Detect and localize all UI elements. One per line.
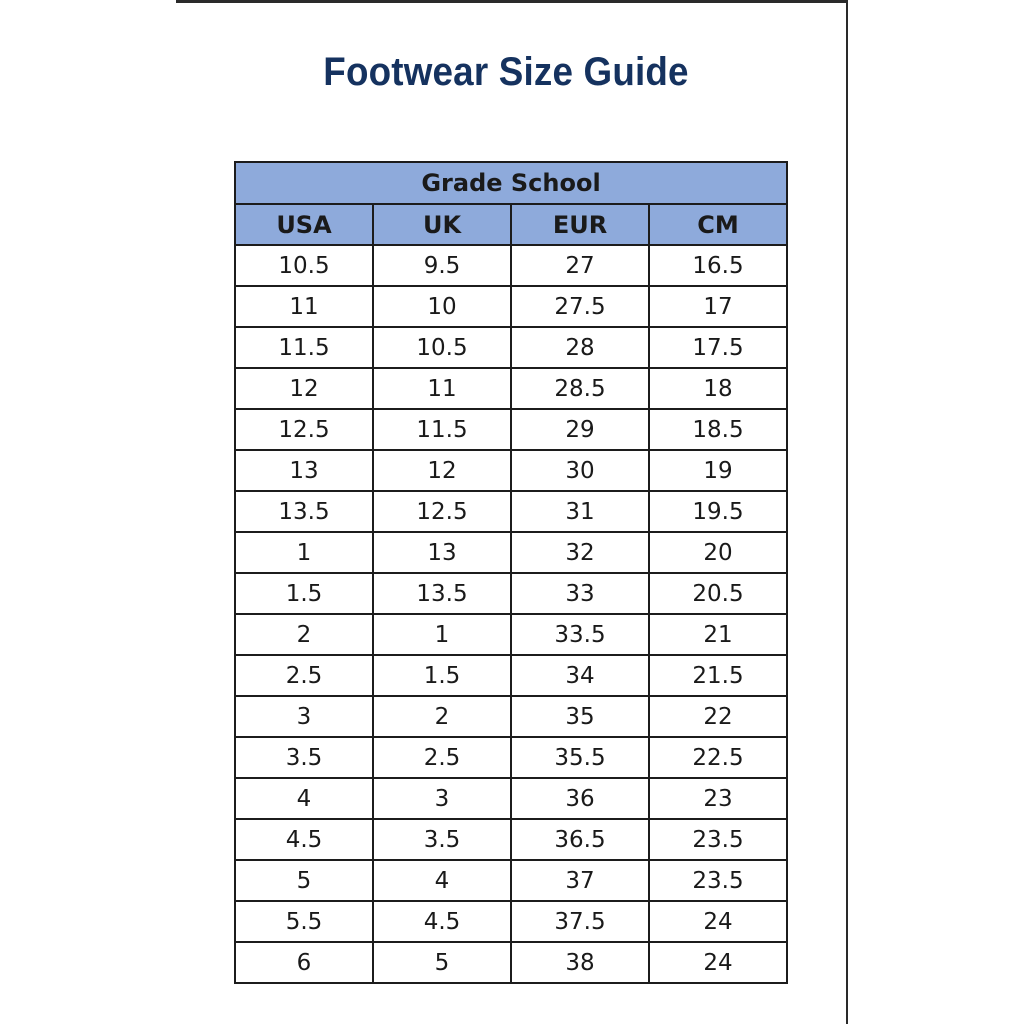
cell-eur: 37 <box>511 860 649 901</box>
cell-uk: 11 <box>373 368 511 409</box>
cell-eur: 33.5 <box>511 614 649 655</box>
cell-usa: 10.5 <box>235 245 373 286</box>
cell-usa: 11.5 <box>235 327 373 368</box>
table-row <box>235 491 787 532</box>
cell-eur: 35.5 <box>511 737 649 778</box>
cell-eur: 32 <box>511 532 649 573</box>
table-body <box>235 245 787 983</box>
cell-usa: 1.5 <box>235 573 373 614</box>
cell-cm: 21.5 <box>649 655 787 696</box>
table-row <box>235 573 787 614</box>
cell-uk: 12.5 <box>373 491 511 532</box>
cell-usa: 5.5 <box>235 901 373 942</box>
size-table <box>234 161 788 984</box>
cell-eur: 31 <box>511 491 649 532</box>
cell-eur: 34 <box>511 655 649 696</box>
page-title: Footwear Size Guide <box>323 50 689 94</box>
cell-usa: 1 <box>235 532 373 573</box>
cell-uk: 13.5 <box>373 573 511 614</box>
cell-usa: 3.5 <box>235 737 373 778</box>
cell-eur: 33 <box>511 573 649 614</box>
cell-uk: 4 <box>373 860 511 901</box>
cell-usa: 6 <box>235 942 373 983</box>
cell-eur: 27.5 <box>511 286 649 327</box>
cell-uk: 3.5 <box>373 819 511 860</box>
table-row <box>235 286 787 327</box>
table-row <box>235 860 787 901</box>
cell-cm: 17 <box>649 286 787 327</box>
cell-usa: 5 <box>235 860 373 901</box>
cell-uk: 2 <box>373 696 511 737</box>
cell-eur: 28.5 <box>511 368 649 409</box>
table-row <box>235 368 787 409</box>
cell-usa: 4.5 <box>235 819 373 860</box>
cell-uk: 10.5 <box>373 327 511 368</box>
cell-cm: 23.5 <box>649 819 787 860</box>
cell-uk: 9.5 <box>373 245 511 286</box>
column-header-eur: EUR <box>511 204 649 245</box>
table-row <box>235 655 787 696</box>
cell-eur: 36.5 <box>511 819 649 860</box>
cell-cm: 21 <box>649 614 787 655</box>
cell-uk: 12 <box>373 450 511 491</box>
top-border-line <box>176 0 848 3</box>
cell-usa: 11 <box>235 286 373 327</box>
cell-eur: 28 <box>511 327 649 368</box>
cell-usa: 2 <box>235 614 373 655</box>
table-row <box>235 532 787 573</box>
table-row <box>235 614 787 655</box>
column-header-cm: CM <box>649 204 787 245</box>
table-row <box>235 737 787 778</box>
cell-usa: 3 <box>235 696 373 737</box>
cell-cm: 23 <box>649 778 787 819</box>
cell-cm: 18.5 <box>649 409 787 450</box>
cell-eur: 38 <box>511 942 649 983</box>
column-header-uk: UK <box>373 204 511 245</box>
cell-uk: 5 <box>373 942 511 983</box>
cell-cm: 24 <box>649 901 787 942</box>
cell-cm: 24 <box>649 942 787 983</box>
cell-cm: 18 <box>649 368 787 409</box>
table-row <box>235 327 787 368</box>
cell-cm: 20 <box>649 532 787 573</box>
cell-eur: 36 <box>511 778 649 819</box>
section-header: Grade School <box>235 162 787 204</box>
cell-uk: 2.5 <box>373 737 511 778</box>
cell-cm: 23.5 <box>649 860 787 901</box>
cell-usa: 12.5 <box>235 409 373 450</box>
cell-cm: 19.5 <box>649 491 787 532</box>
table-row <box>235 450 787 491</box>
table-row <box>235 778 787 819</box>
cell-uk: 10 <box>373 286 511 327</box>
table-row <box>235 901 787 942</box>
cell-usa: 13 <box>235 450 373 491</box>
section-row <box>235 162 787 204</box>
cell-eur: 35 <box>511 696 649 737</box>
right-border-line <box>846 0 848 1024</box>
table-row <box>235 245 787 286</box>
cell-eur: 37.5 <box>511 901 649 942</box>
cell-usa: 13.5 <box>235 491 373 532</box>
cell-uk: 11.5 <box>373 409 511 450</box>
cell-usa: 4 <box>235 778 373 819</box>
cell-usa: 2.5 <box>235 655 373 696</box>
column-header-row <box>235 204 787 245</box>
cell-uk: 1.5 <box>373 655 511 696</box>
table-row <box>235 942 787 983</box>
cell-cm: 16.5 <box>649 245 787 286</box>
cell-cm: 19 <box>649 450 787 491</box>
cell-usa: 12 <box>235 368 373 409</box>
column-header-usa: USA <box>235 204 373 245</box>
cell-uk: 4.5 <box>373 901 511 942</box>
cell-uk: 1 <box>373 614 511 655</box>
cell-uk: 3 <box>373 778 511 819</box>
cell-cm: 22 <box>649 696 787 737</box>
table-row <box>235 409 787 450</box>
table-row <box>235 819 787 860</box>
cell-cm: 22.5 <box>649 737 787 778</box>
cell-cm: 17.5 <box>649 327 787 368</box>
table-row <box>235 696 787 737</box>
cell-eur: 29 <box>511 409 649 450</box>
cell-uk: 13 <box>373 532 511 573</box>
cell-eur: 27 <box>511 245 649 286</box>
cell-cm: 20.5 <box>649 573 787 614</box>
cell-eur: 30 <box>511 450 649 491</box>
